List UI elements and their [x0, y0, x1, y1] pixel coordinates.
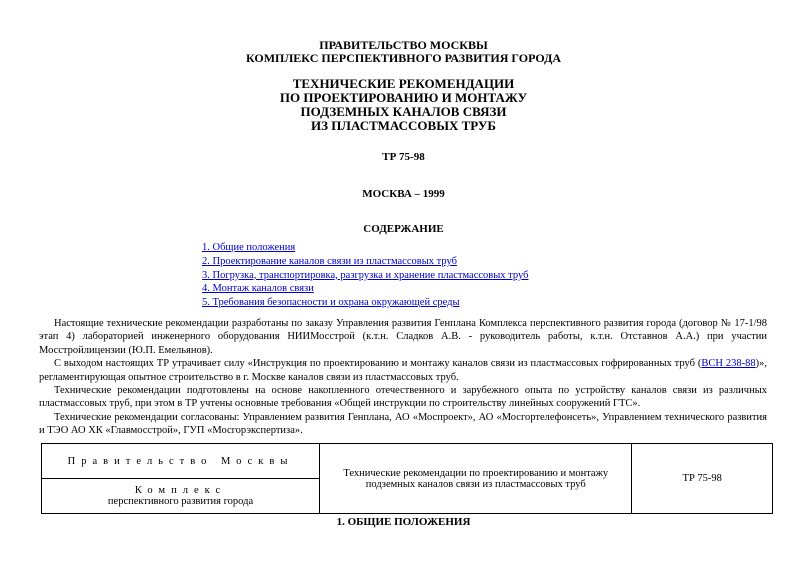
- city-year: МОСКВА – 1999: [362, 188, 445, 200]
- toc-link-design[interactable]: 2. Проектирование каналов связи из пластмассовых труб: [202, 255, 457, 267]
- toc-link-installation[interactable]: 4. Монтаж каналов связи: [202, 283, 314, 295]
- paragraph-4: Технические рекомендации согласованы: Управлением развития Генплана, АО «Моспроект», АО «Мосгортелефонсеть», Управлением технического развития и ТЭО АО ХК «Главмосстрой», ГУП «Мосгорэкспертиза».: [39, 411, 767, 437]
- section-title: 1. ОБЩИЕ ПОЛОЖЕНИЯ: [336, 516, 471, 528]
- document-name-cell: Технические рекомендации по проектированию и монтажу подземных каналов связи из пластмассовых труб: [320, 444, 632, 514]
- complex-cell: [42, 479, 320, 514]
- paragraph-1: Настоящие технические рекомендации разработаны по заказу Управления развития Генплана Комплекса перспективного развития города (договор № 17-1/98 этап 4) лабораторией инженерного оборудования НИИМосстрой (к.т.н. Сладков А.В. - руководитель работы, к.т.н. Отставнов А.А.) при участии Мосстройлицензии (Ю.П. Емельянов).: [39, 318, 767, 356]
- title-line-4: ИЗ ПЛАСТМАССОВЫХ ТРУБ: [310, 118, 497, 133]
- title-line-3: ПОДЗЕМНЫХ КАНАЛОВ СВЯЗИ: [300, 104, 507, 119]
- complex-subtitle: перспективного развития города: [107, 496, 254, 507]
- toc-link-general[interactable]: 1. Общие положения: [202, 242, 296, 253]
- title-line-1: ТЕХНИЧЕСКИЕ РЕКОМЕНДАЦИИ: [292, 76, 515, 91]
- vsn-link[interactable]: ВСН 238-88: [701, 358, 756, 370]
- paragraph-2-start: С выходом настоящих ТР утрачивает силу «Инструкция по проектированию и монтажу каналов связи из пластмассовых гофрированных труб (: [54, 358, 702, 370]
- intro-text: [39, 317, 767, 438]
- document-code-cell: ТР 75-98: [632, 444, 773, 514]
- organization-header: [0, 39, 807, 65]
- title-line-2: ПО ПРОЕКТИРОВАНИЮ И МОНТАЖУ: [279, 90, 528, 105]
- paragraph-2-end: )», регламентирующая опытное строительство в г. Москве каналов связи из пластмассовых труб.: [39, 358, 767, 383]
- issuer-cell: Правительство Москвы: [42, 444, 320, 479]
- document-info-table: [41, 443, 773, 514]
- complex-label: Комплекс: [134, 485, 227, 496]
- document-title: [0, 77, 807, 133]
- table-of-contents: [202, 241, 528, 310]
- document-code: ТР 75-98: [382, 151, 425, 163]
- org-line-1: ПРАВИТЕЛЬСТВО МОСКВЫ: [319, 38, 488, 52]
- org-line-2: КОМПЛЕКС ПЕРСПЕКТИВНОГО РАЗВИТИЯ ГОРОДА: [245, 51, 562, 65]
- paragraph-3: Технические рекомендации подготовлены на основе накопленного отечественного и зарубежного опыта по устройству каналов связи из различных пластмассовых труб, при этом в ТР учтены основные требования «Общей инструкции по строительству линейных сооружений ГТС».: [39, 385, 767, 410]
- toc-link-safety[interactable]: 5. Требования безопасности и охрана окружающей среды: [202, 297, 460, 309]
- toc-link-transport[interactable]: 3. Погрузка, транспортировка, разгрузка и хранение пластмассовых труб: [202, 269, 529, 281]
- paragraph-2: [39, 357, 767, 384]
- toc-heading: СОДЕРЖАНИЕ: [363, 223, 444, 235]
